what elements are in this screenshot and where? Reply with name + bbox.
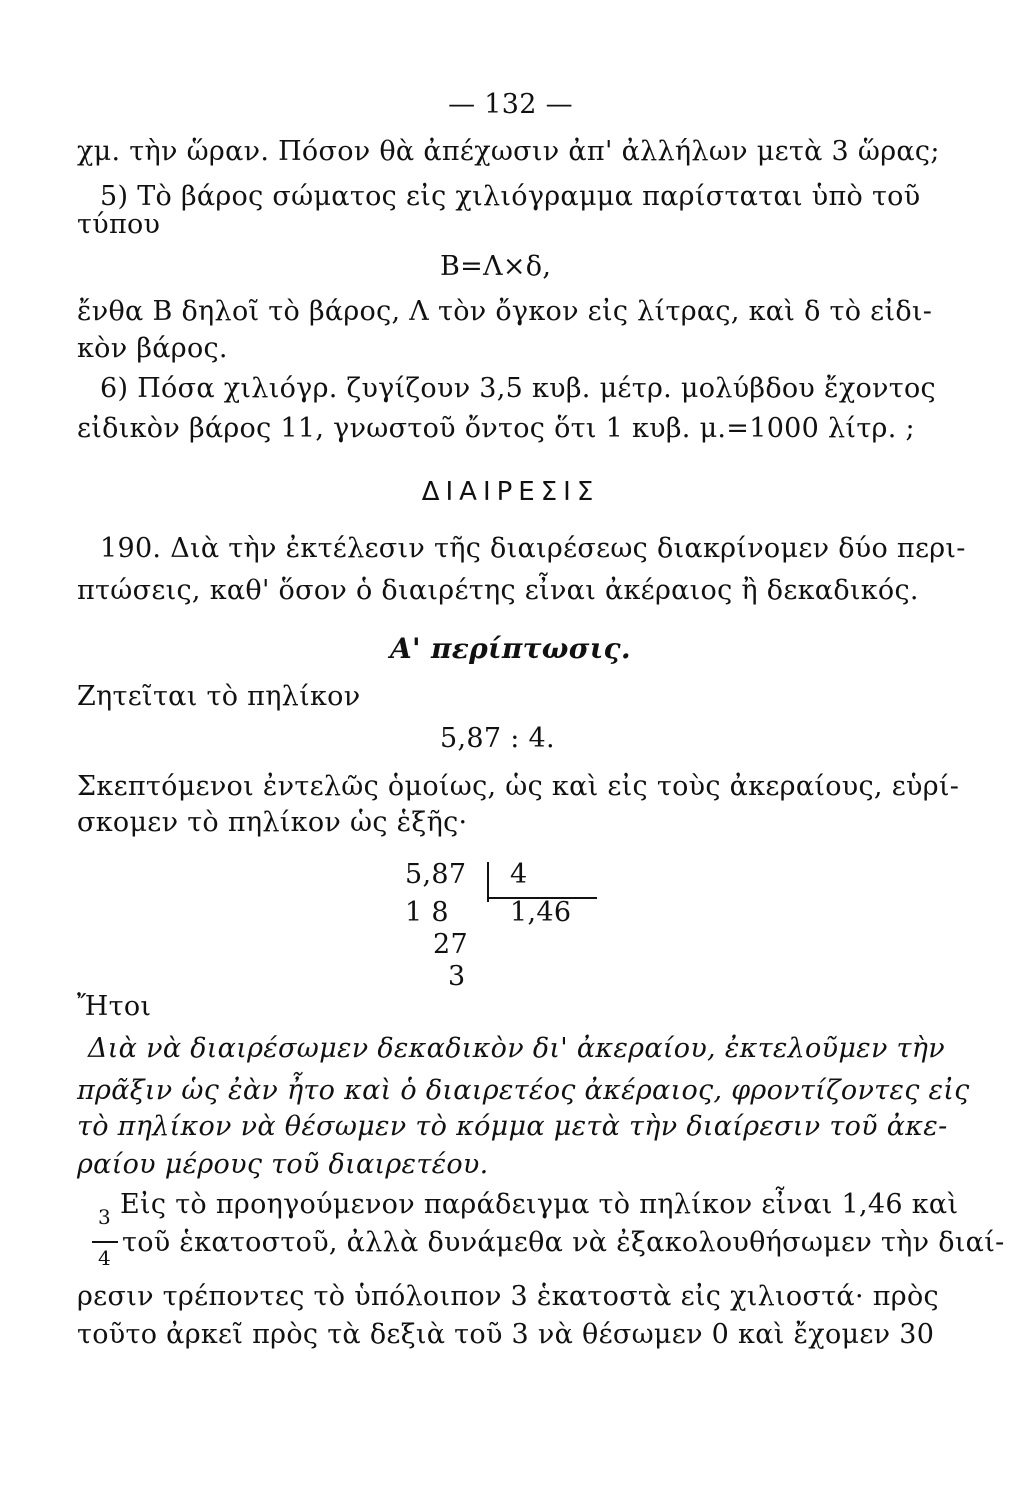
text-line: τοῦτο ἀρκεῖ πρὸς τὰ δεξιὰ τοῦ 3 νὰ θέσωμεν 0 καὶ ἔχομεν 30: [77, 1319, 935, 1350]
formula: Β=Λ×δ,: [440, 251, 552, 282]
text-line: Ἤτοι: [77, 991, 152, 1022]
paragraph-line: πτώσεις, καθ' ὅσον ὁ διαιρέτης εἶναι ἀκέραιος ἢ δεκαδικός.: [77, 575, 919, 606]
text-line: Εἰς τὸ προηγούμενον παράδειγμα τὸ πηλίκον εἶναι 1,46 καὶ: [120, 1189, 959, 1220]
text-line: 6) Πόσα χιλιόγρ. ζυγίζουν 3,5 κυβ. μέτρ. μολύβδου ἔχοντος: [100, 373, 936, 404]
section-heading: ΔΙΑΙΡΕΣΙΣ: [421, 477, 600, 507]
text-line: κὸν βάρος.: [77, 333, 228, 364]
text-line: χμ. τὴν ὥραν. Πόσον θὰ ἀπέχωσιν ἀπ' ἀλλήλων μετὰ 3 ὥρας;: [77, 136, 940, 167]
rule-line: πρᾶξιν ὡς ἐὰν ἦτο καὶ ὁ διαιρετέος ἀκέραιος, φροντίζοντες εἰς: [77, 1075, 970, 1106]
subheading: Α' περίπτωσις.: [390, 632, 631, 665]
rule-line: ραίου μέρους τοῦ διαιρετέου.: [77, 1149, 489, 1180]
dividend: 5,87: [405, 859, 467, 890]
text-line: Σκεπτόμενοι ἐντελῶς ὁμοίως, ὡς καὶ εἰς τοὺς ἀκεραίους, εὑρί-: [77, 771, 960, 802]
fraction-numerator: 3: [98, 1205, 111, 1229]
text-line: σκομεν τὸ πηλίκον ὡς ἑξῆς·: [77, 807, 468, 838]
text-line: 5) Τὸ βάρος σώματος εἰς χιλιόγραμμα παρίσταται ὑπὸ τοῦ: [100, 181, 921, 212]
text-line: Ζητεῖται τὸ πηλίκον: [77, 681, 361, 712]
text-line: τοῦ ἑκατοστοῦ, ἀλλὰ δυνάμεθα νὰ ἐξακολουθήσωμεν τὴν διαί-: [122, 1227, 1005, 1258]
text-line: τύπου: [77, 209, 161, 240]
text-line: ἔνθα Β δηλοῖ τὸ βάρος, Λ τὸν ὄγκον εἰς λίτρας, καὶ δ τὸ εἰδι-: [77, 296, 933, 327]
page-number: — 132 —: [448, 89, 573, 120]
divisor: 4: [510, 859, 528, 890]
division-bracket-vertical: [487, 862, 489, 902]
remainder: 3: [448, 961, 466, 992]
fraction-bar: [92, 1241, 118, 1243]
text-line: ρεσιν τρέποντες τὸ ὑπόλοιπον 3 ἑκατοστὰ εἰς χιλιοστά· πρὸς: [77, 1281, 939, 1312]
quotient: 1,46: [510, 897, 572, 928]
fraction-denominator: 4: [98, 1246, 111, 1270]
division-step: 1 8: [405, 897, 449, 928]
expression: 5,87 : 4.: [440, 723, 555, 754]
rule-line: τὸ πηλίκον νὰ θέσωμεν τὸ κόμμα μετὰ τὴν διαίρεσιν τοῦ ἀκε-: [77, 1111, 948, 1142]
text-line: εἰδικὸν βάρος 11, γνωστοῦ ὄντος ὅτι 1 κυβ. μ.=1000 λίτρ. ;: [77, 413, 915, 444]
paragraph-line: 190. Διὰ τὴν ἐκτέλεσιν τῆς διαιρέσεως διακρίνομεν δύο περι-: [100, 533, 966, 564]
rule-line: Διὰ νὰ διαιρέσωμεν δεκαδικὸν δι' ἀκεραίου, ἐκτελοῦμεν τὴν: [88, 1033, 945, 1064]
division-step: 27: [433, 929, 468, 960]
